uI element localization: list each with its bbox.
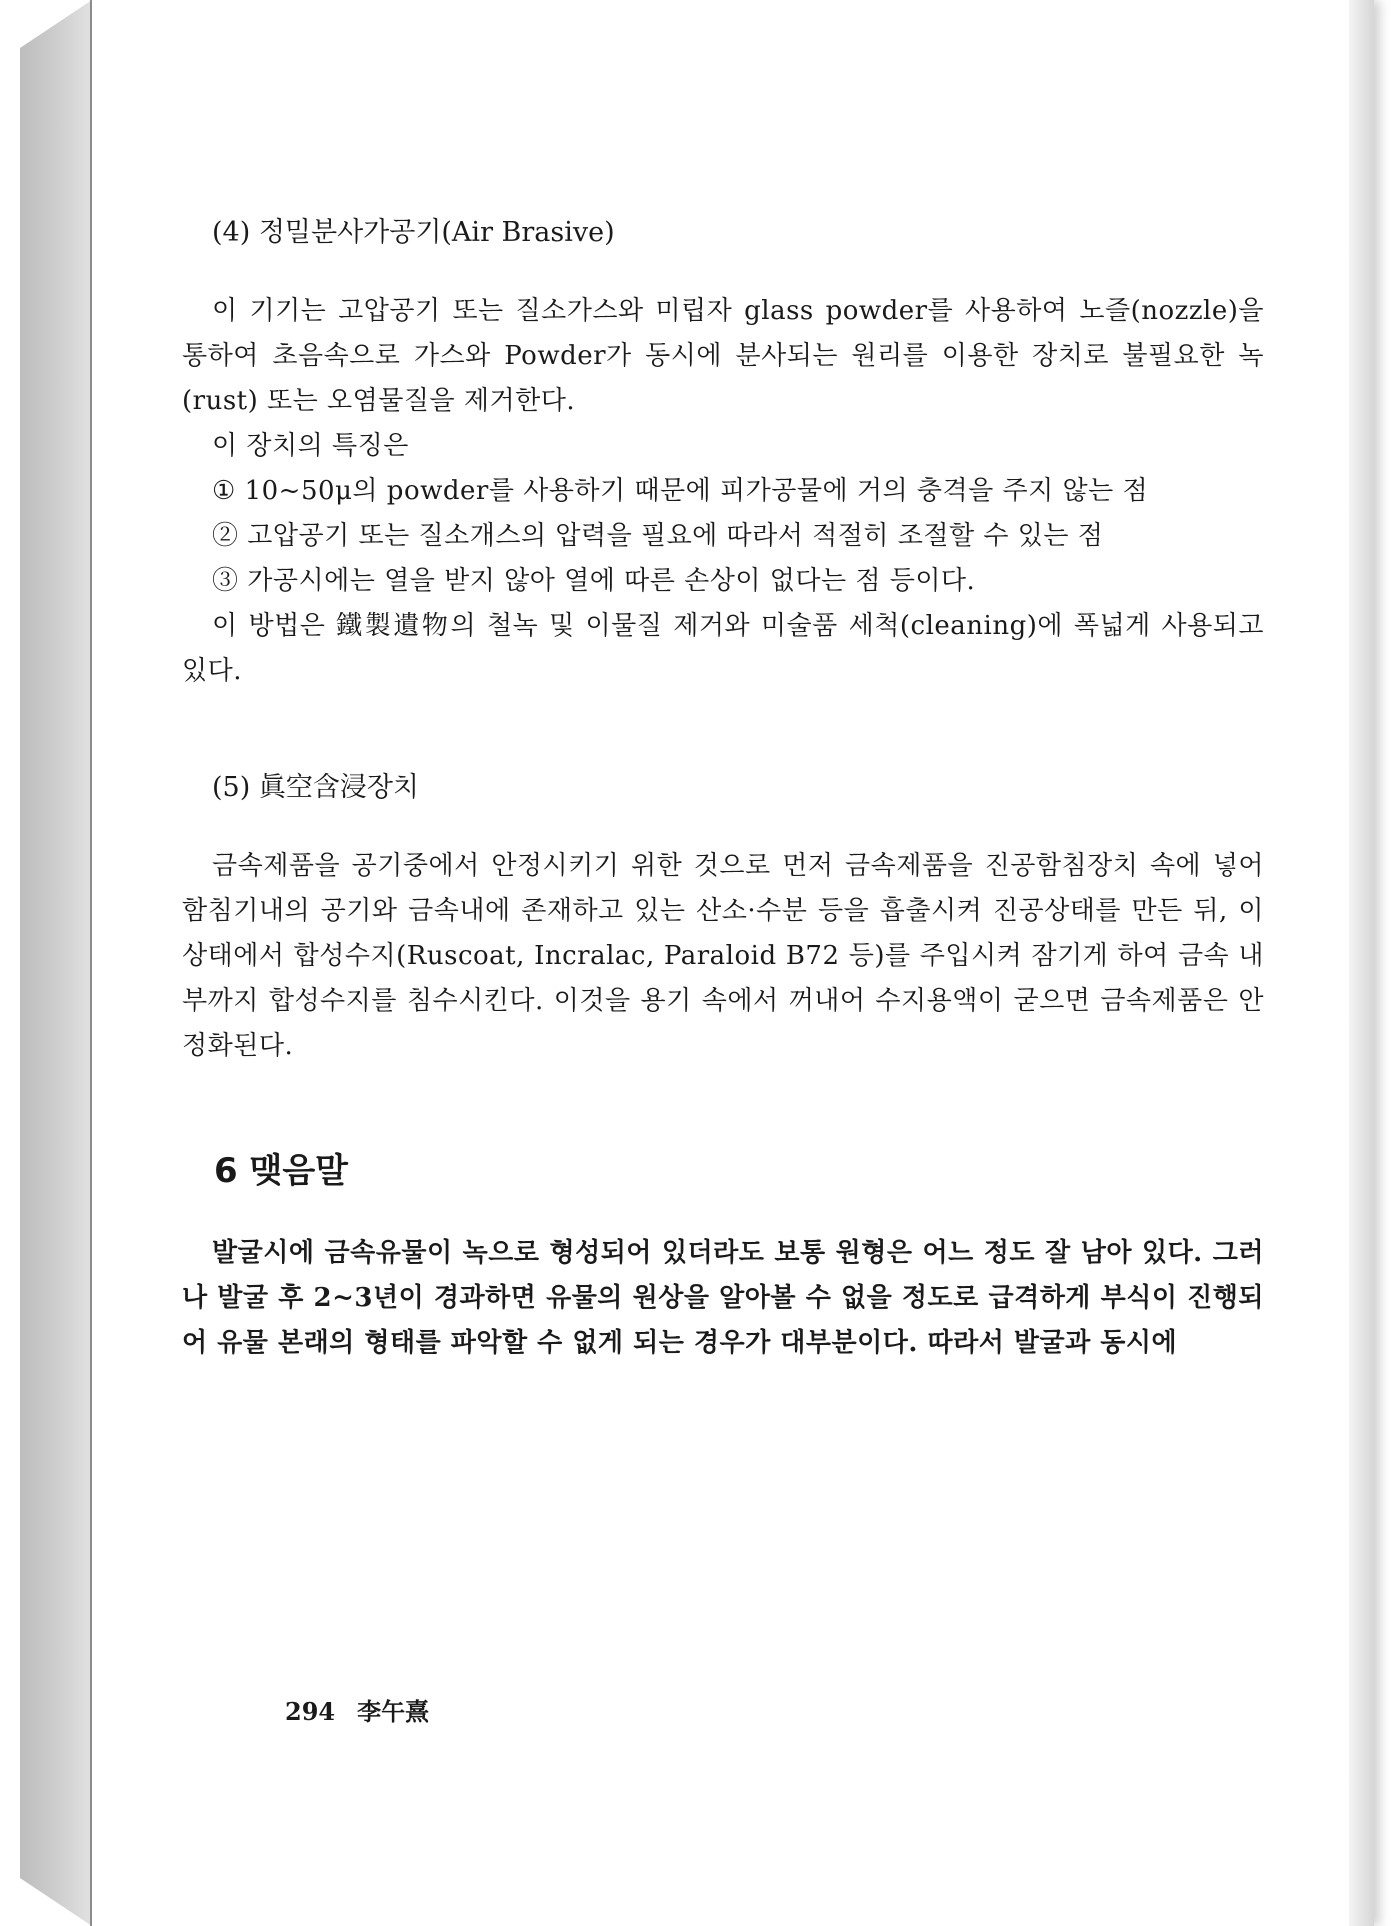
section-5-paragraph: 금속제품을 공기중에서 안정시키기 위한 것으로 먼저 금속제품을 진공함침장치 속에 넣어 함침기내의 공기와 금속내에 존재하고 있는 산소·수분 등을 흡출시켜 진공상태를 만든 뒤, 이 상태에서 합성수지(Ruscoat, Incralac, Paraloid B72 등)를 주입시켜 잠기게 하여 금속 내부까지 합성수지를 침수시킨다. 이것을 용기 속에서 꺼내어 수지용액이 굳으면 금속제품은 안정화된다. xyxy=(182,851,1264,1061)
feature-item-2: ② 고압공기 또는 질소개스의 압력을 필요에 따라서 적절히 조절할 수 있는 점 xyxy=(212,521,1104,551)
section-6-title: 6 맺음말 xyxy=(214,1151,349,1191)
section-4-paragraph: 이 기기는 고압공기 또는 질소가스와 미립자 glass powder를 사용하여 노즐(nozzle)을 통하여 초음속으로 가스와 Powder가 동시에 분사되는 원리를 이용한 장치로 불필요한 녹(rust) 또는 오염물질을 제거한다. xyxy=(182,296,1264,416)
section-4-heading: (4) 정밀분사가공기(Air Brasive) xyxy=(212,217,615,248)
page-content xyxy=(182,195,1264,1366)
page-edge-shade xyxy=(1349,0,1374,1926)
section-4-paragraph: 이 장치의 특징은 xyxy=(212,431,409,461)
book-spine xyxy=(20,0,92,1926)
feature-item-1: ① 10~50μ의 powder를 사용하기 때문에 피가공물에 거의 충격을 주지 않는 점 xyxy=(212,476,1149,506)
feature-item-3: ③ 가공시에는 열을 받지 않아 열에 따른 손상이 없다는 점 등이다. xyxy=(212,566,976,596)
section-4-paragraph: 이 방법은 鐵製遺物의 철녹 및 이물질 제거와 미술품 세척(cleaning)에 폭넓게 사용되고 있다. xyxy=(182,611,1264,686)
section-6-paragraph: 발굴시에 금속유물이 녹으로 형성되어 있더라도 보통 원형은 어느 정도 잘 남아 있다. 그러나 발굴 후 2~3년이 경과하면 유물의 원상을 알아볼 수 없을 정도로 급격하게 부식이 진행되어 유물 본래의 형태를 파악할 수 없게 되는 경우가 대부분이다. 따라서 발굴과 동시에 xyxy=(182,1238,1264,1358)
author-name: 李午熹 xyxy=(357,1697,430,1726)
page-footer xyxy=(285,1692,451,1727)
page-number: 294 xyxy=(285,1697,336,1726)
section-5-heading: (5) 眞空含浸장치 xyxy=(212,772,419,803)
